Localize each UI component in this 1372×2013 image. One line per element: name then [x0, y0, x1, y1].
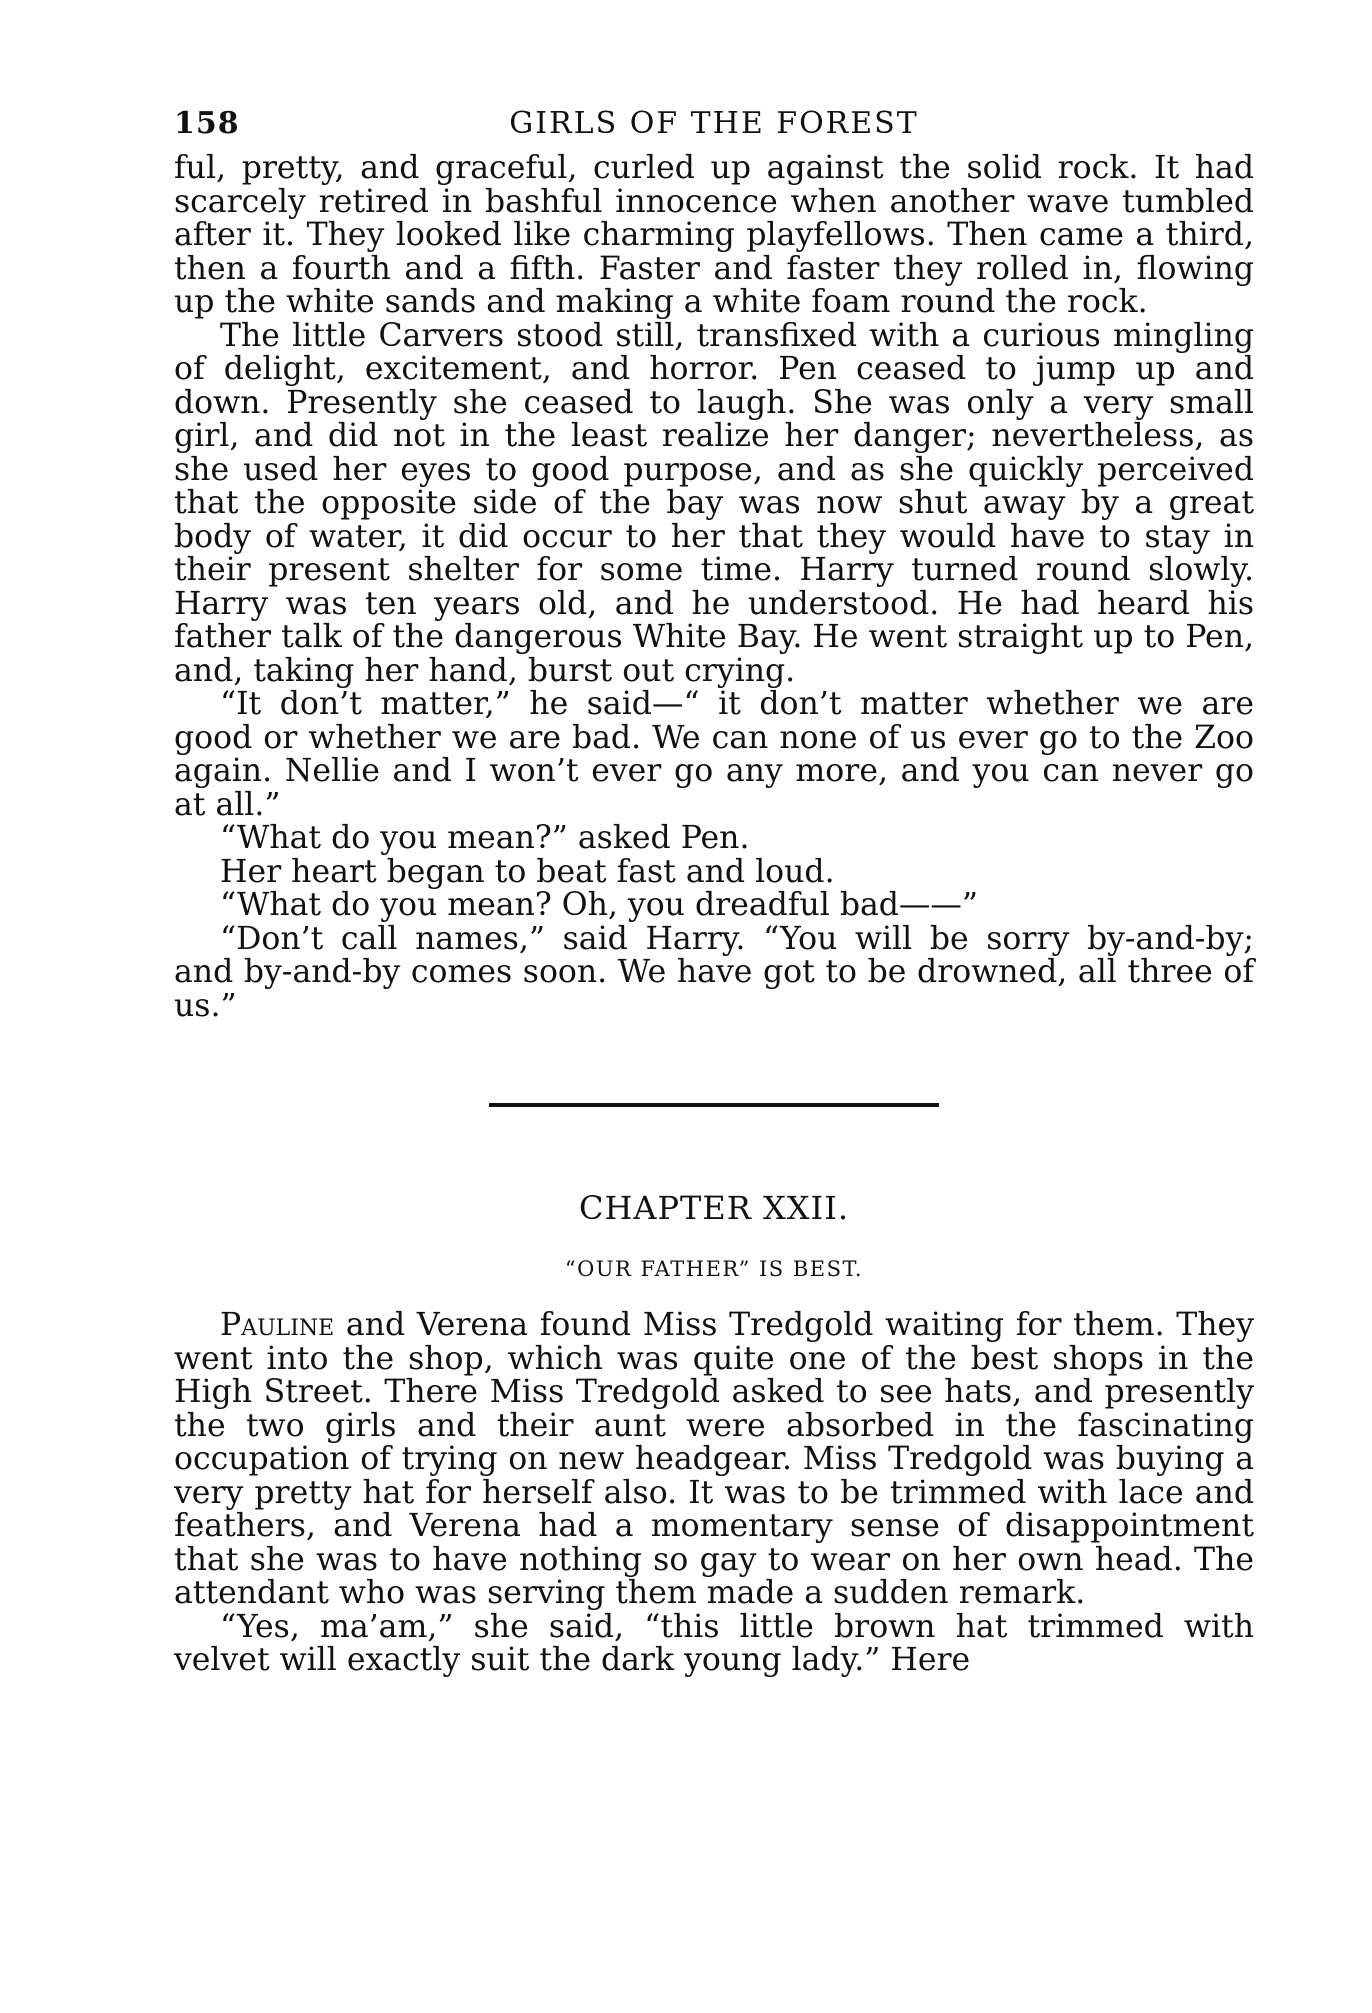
- paragraph: “What do you mean?” asked Pen.: [220, 820, 750, 856]
- paragraph: ful, pretty, and graceful, curled up against the solid rock. It had scarcely retired in bashful innocence when another wave tumbled after it. They looked like charming playfellows. Then came a third, then a fourth and a fifth. Faster and faster they rolled in, flowing up the white sands and making a white foam round the rock.: [174, 150, 1254, 320]
- paragraph: The little Carvers stood still, transfixed with a curious mingling of delight, excitement, and horror. Pen ceased to jump up and down. Presently she ceased to laugh. She was only a very small girl, and did not in the least realize her danger; nevertheless, as she used her eyes to good purpose, and as she quickly perceived that the opposite side of the bay was now shut away by a great body of water, it did occur to her that they would have to stay in their present shelter for some time. Harry turned round slowly. Harry was ten years old, and he understood. He had heard his father talk of the dangerous White Bay. He went straight up to Pen, and, taking her hand, burst out crying.: [174, 317, 1254, 689]
- paragraph-lead-word: Pauline: [220, 1307, 335, 1343]
- chapter-text: [174, 1309, 1254, 1678]
- paragraph: [174, 1309, 1254, 1611]
- page-number: 158: [174, 106, 240, 141]
- paragraph: Her heart began to beat fast and loud.: [220, 853, 835, 890]
- paragraph: “Yes, ma’am,” she said, “this little brown hat trimmed with velvet will exactly suit the dark young lady.” Here: [174, 1608, 1254, 1678]
- body-text: [174, 152, 1254, 1023]
- paragraph: “Don’t call names,” said Harry. “You will be sorry by-and-by; and by-and-by comes soon. We have got to be drowned, all three of us.”: [174, 920, 1254, 1024]
- paragraph: “It don’t matter,” he said—“ it don’t matter whether we are good or whether we are bad. We can none of us ever go to the Zoo again. Nellie and I won’t ever go any more, and you can never go at all.”: [174, 686, 1254, 823]
- chapter-heading: CHAPTER XXII.: [578, 1189, 849, 1227]
- paragraph: “What do you mean? Oh, you dreadful bad——”: [220, 887, 979, 923]
- running-head: [174, 100, 1254, 152]
- page-content: [174, 100, 1254, 1678]
- paragraph-text: and Verena found Miss Tredgold waiting for them. They went into the shop, which was quite one of the best shops in the High Street. There Miss Tredgold asked to see hats, and presently the two girls and their aunt were absorbed in the fascinating occupation of trying on new headgear. Miss Tredgold was buying a very pretty hat for herself also. It was to be trimmed with lace and feathers, and Verena had a momentary sense of disappointment that she was to have nothing so gay to wear on her own head. The attendant who was serving them made a sudden remark.: [174, 1307, 1254, 1611]
- chapter-subtitle: “OUR FATHER” IS BEST.: [564, 1257, 864, 1281]
- book-title: GIRLS OF THE FOREST: [509, 106, 919, 141]
- section-divider: [489, 1103, 939, 1107]
